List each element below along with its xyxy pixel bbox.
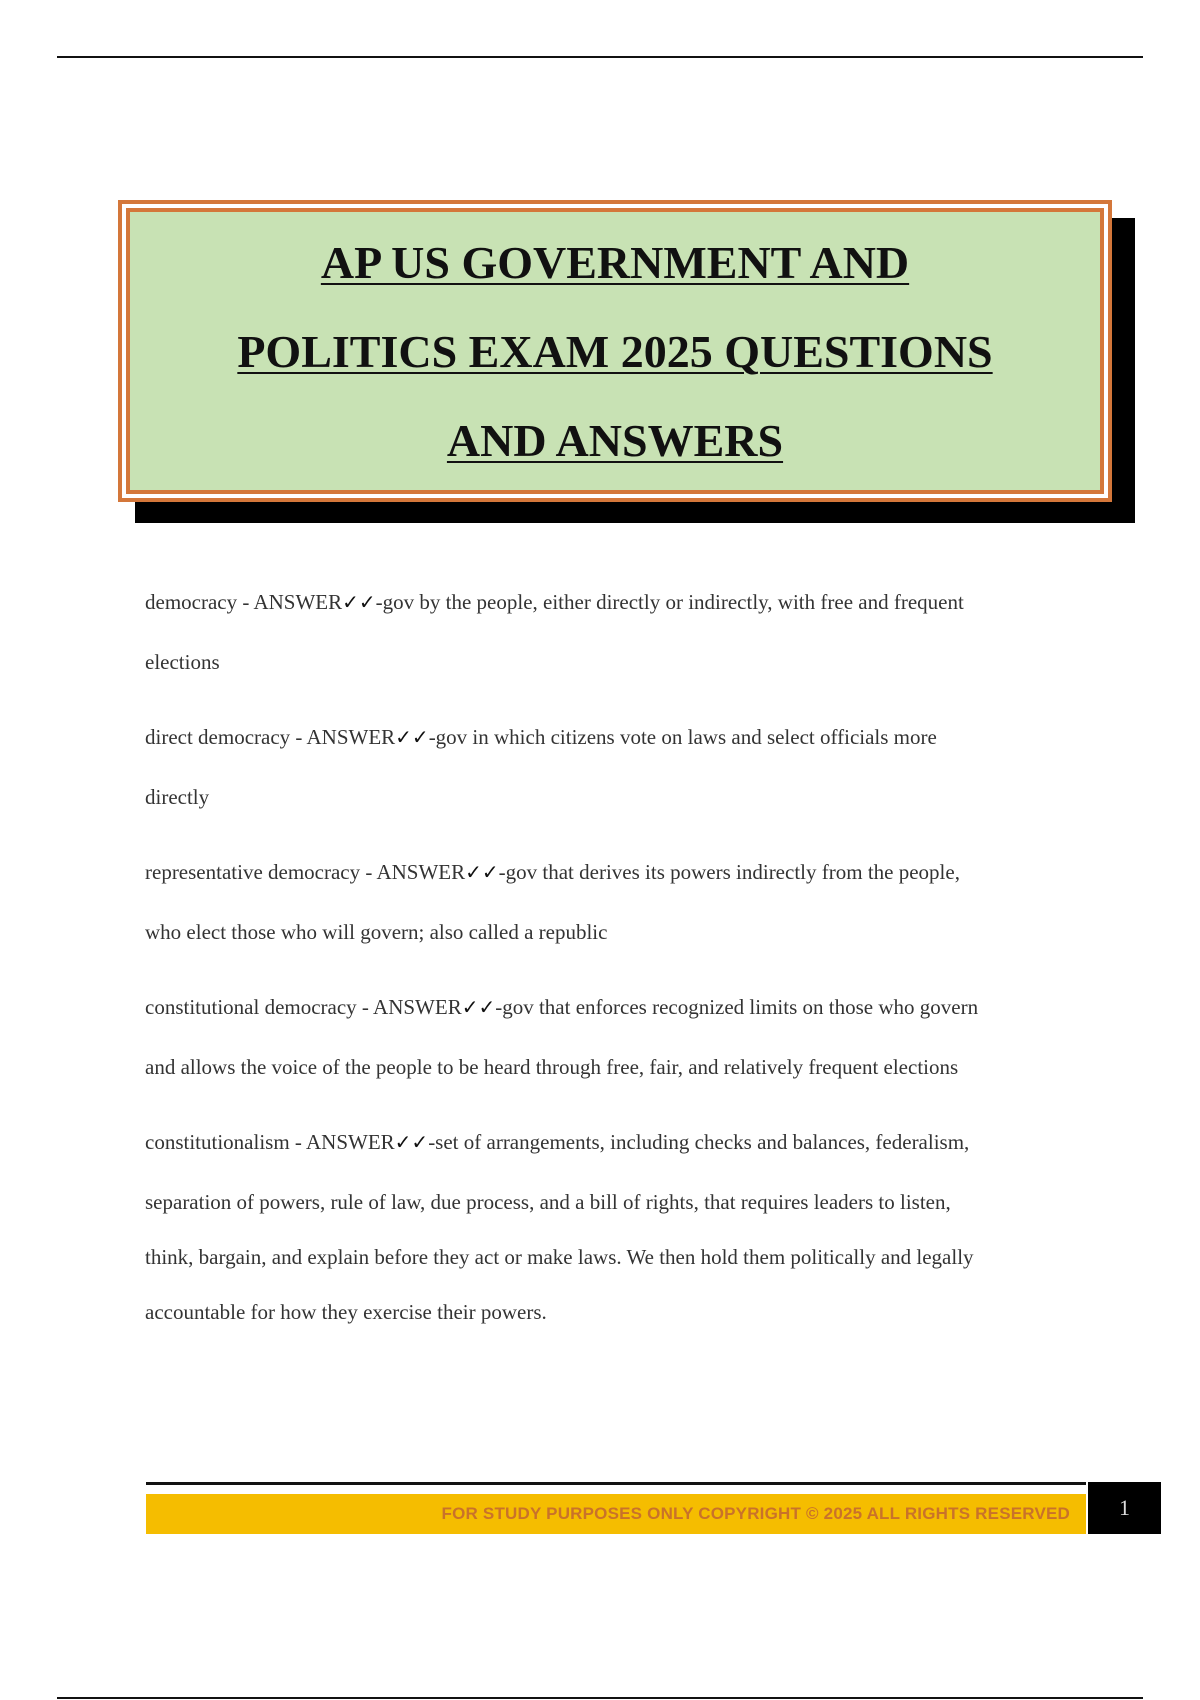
footer-band <box>146 1494 1086 1534</box>
double-check-icon: ✓✓ <box>394 1130 429 1154</box>
entry-line-continued: who elect those who will govern; also called a republic <box>145 920 608 944</box>
entry-term: constitutionalism - <box>145 1130 306 1154</box>
entry-line <box>145 995 978 1020</box>
title-line-1: AP US GOVERNMENT AND <box>320 236 910 288</box>
answer-label: ANSWER <box>306 1130 395 1154</box>
page-number: 1 <box>1119 1495 1130 1520</box>
answer-label: ANSWER <box>373 995 462 1019</box>
entry-definition: -set of arrangements, including checks and balances, federalism, <box>428 1130 970 1154</box>
double-check-icon: ✓✓ <box>465 860 499 884</box>
entry-term: direct democracy - <box>145 725 307 749</box>
title-line-2: POLITICS EXAM 2025 QUESTIONS <box>237 325 993 377</box>
entry-line-continued: separation of powers, rule of law, due process, and a bill of rights, that requires leaders to listen, <box>145 1190 951 1214</box>
answer-label: ANSWER <box>253 590 343 614</box>
entry-line-continued: accountable for how they exercise their powers. <box>145 1300 547 1324</box>
entry-definition: -gov that derives its powers indirectly from the people, <box>498 860 960 884</box>
bottom-rule <box>57 1697 1143 1699</box>
entry-line-continued: directly <box>145 785 210 809</box>
entry-definition: -gov that enforces recognized limits on those who govern <box>495 995 979 1019</box>
double-check-icon: ✓✓ <box>461 995 496 1019</box>
entry-definition: -gov in which citizens vote on laws and select officials more <box>428 725 937 749</box>
footer-copyright-text: FOR STUDY PURPOSES ONLY COPYRIGHT © 2025 ALL RIGHTS RESERVED <box>441 1504 1070 1523</box>
entry-line-continued: and allows the voice of the people to be heard through free, fair, and relatively frequent elections <box>145 1055 959 1079</box>
entry-term: representative democracy - <box>145 860 377 884</box>
entry-line <box>145 1130 969 1155</box>
entry-term: democracy - <box>145 590 254 614</box>
entry-line-continued: think, bargain, and explain before they act or make laws. We then hold them politically and legally <box>145 1245 974 1269</box>
answer-label: ANSWER <box>306 725 396 749</box>
entry-definition: -gov by the people, either directly or indirectly, with free and frequent <box>375 590 964 614</box>
double-check-icon: ✓✓ <box>342 590 376 614</box>
entry-term: constitutional democracy - <box>145 995 374 1019</box>
title-line-3: AND ANSWERS <box>446 414 784 466</box>
top-rule <box>57 56 1143 58</box>
entry-line <box>145 590 964 615</box>
answer-label: ANSWER <box>376 860 466 884</box>
entry-line <box>145 725 937 750</box>
footer-rule <box>146 1482 1086 1485</box>
title-box <box>118 200 1112 502</box>
entry-line <box>145 860 960 885</box>
double-check-icon: ✓✓ <box>395 725 429 749</box>
page-number-box <box>1088 1482 1161 1534</box>
entry-line-continued: elections <box>145 650 220 674</box>
